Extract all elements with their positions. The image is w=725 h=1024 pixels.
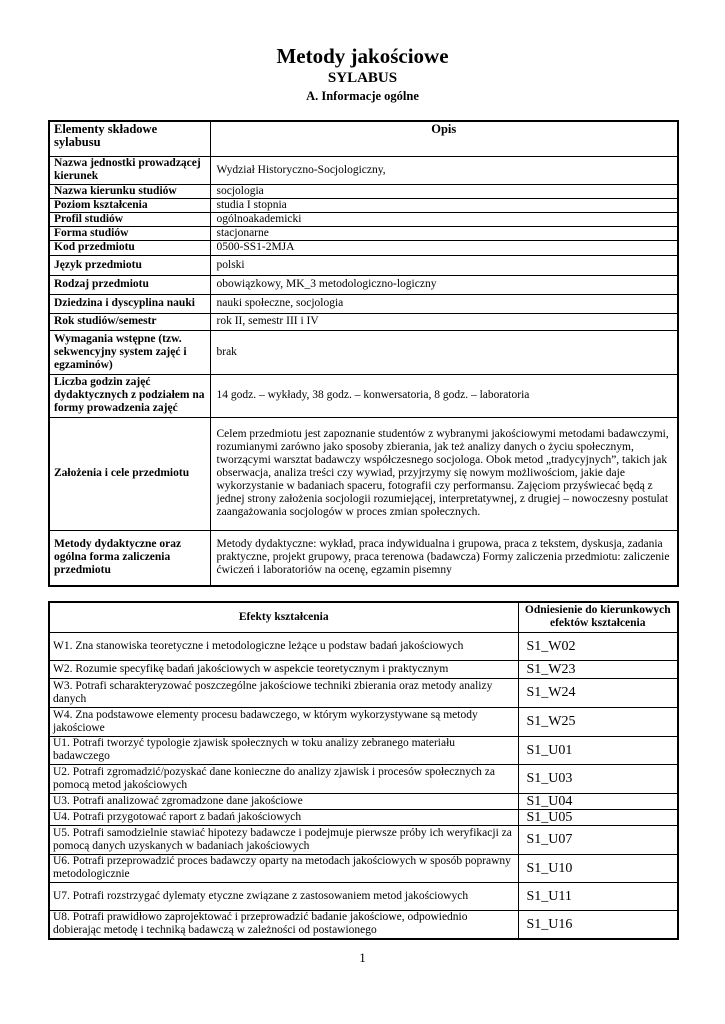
table-row — [49, 707, 678, 736]
effect-description: U7. Potrafi rozstrzygać dylematy etyczne związane z zastosowaniem metod jakościowych — [49, 882, 518, 910]
table-row — [49, 809, 678, 825]
row-value: Metody dydaktyczne: wykład, praca indywidualna i grupowa, praca z tekstem, dyskusja, zadania praktyczne, projekt grupowy, praca terenowa (badawcza) Formy zaliczenia przedmiotu: zaliczenie ćwiczeń i laboratoriów na ocenę, egzamin pisemny — [210, 530, 678, 586]
table-row — [49, 910, 678, 939]
row-value: nauki społeczne, socjologia — [210, 294, 678, 313]
table-row — [49, 660, 678, 678]
effect-description: U6. Potrafi przeprowadzić proces badawczy oparty na metodach jakościowych w sposób poprawny metodologicznie — [49, 854, 518, 882]
section-heading: A. Informacje ogólne — [306, 89, 419, 103]
effect-code: S1_U16 — [518, 910, 678, 939]
row-label: Kod przedmiotu — [49, 240, 210, 255]
row-value: Wydział Historyczno-Socjologiczny, — [210, 156, 678, 184]
effect-description: U4. Potrafi przygotować raport z badań jakościowych — [49, 809, 518, 825]
row-label: Rodzaj przedmiotu — [49, 275, 210, 294]
effect-description: U1. Potrafi tworzyć typologie zjawisk społecznych w toku analizy zebranego materiału badawczego — [49, 736, 518, 764]
row-value: rok II, semestr III i IV — [210, 313, 678, 330]
table-row — [49, 736, 678, 764]
table-row — [49, 198, 678, 212]
row-value: stacjonarne — [210, 226, 678, 240]
effect-code: S1_W02 — [518, 632, 678, 660]
general-info-table — [48, 120, 679, 587]
row-value: studia I stopnia — [210, 198, 678, 212]
table-row — [49, 530, 678, 586]
row-value: polski — [210, 255, 678, 275]
effect-description: U5. Potrafi samodzielnie stawiać hipotezy badawcze i podejmuje pierwsze próby ich weryfikacji za pomocą danych uzyskanych w badaniach jakościowych — [49, 825, 518, 854]
row-label: Metody dydaktyczne oraz ogólna forma zaliczenia przedmiotu — [49, 530, 210, 586]
effect-code: S1_W25 — [518, 707, 678, 736]
effect-description: U8. Potrafi prawidłowo zaprojektować i przeprowadzić badanie jakościowe, odpowiednio dobierając metodę i techniką badawczą w zależności od postawionego — [49, 910, 518, 939]
row-value: brak — [210, 330, 678, 374]
table-header-row — [49, 121, 678, 156]
effect-description: W3. Potrafi scharakteryzować poszczególne jakościowe techniki zbierania oraz metody analizy danych — [49, 678, 518, 707]
row-value: obowiązkowy, MK_3 metodologiczno-logiczny — [210, 275, 678, 294]
table-row — [49, 764, 678, 793]
table-row — [49, 255, 678, 275]
table-row — [49, 156, 678, 184]
effect-description: W1. Zna stanowiska teoretyczne i metodologiczne leżące u podstaw badań jakościowych — [49, 632, 518, 660]
row-label: Język przedmiotu — [49, 255, 210, 275]
row-label: Nazwa kierunku studiów — [49, 184, 210, 198]
header-reference: Odniesienie do kierunkowych efektów kształcenia — [518, 602, 678, 632]
table-row — [49, 882, 678, 910]
effect-code: S1_W23 — [518, 660, 678, 678]
header-description: Opis — [210, 121, 678, 156]
effect-code: S1_U10 — [518, 854, 678, 882]
effect-code: S1_U05 — [518, 809, 678, 825]
effect-description: U3. Potrafi analizować zgromadzone dane jakościowe — [49, 793, 518, 809]
table-row — [49, 678, 678, 707]
effect-code: S1_U04 — [518, 793, 678, 809]
learning-outcomes-table — [48, 601, 679, 940]
table-row — [49, 825, 678, 854]
table-row — [49, 184, 678, 198]
row-label: Profil studiów — [49, 212, 210, 226]
effect-code: S1_U07 — [518, 825, 678, 854]
row-label: Wymagania wstępne (tzw. sekwencyjny system zajęć i egzaminów) — [49, 330, 210, 374]
table-row — [49, 632, 678, 660]
row-label: Forma studiów — [49, 226, 210, 240]
effect-code: S1_U11 — [518, 882, 678, 910]
document-title: Metody jakościowe — [276, 44, 449, 68]
row-value: ogólnoakademicki — [210, 212, 678, 226]
effect-code: S1_U01 — [518, 736, 678, 764]
effect-description: W2. Rozumie specyfikę badań jakościowych w aspekcie teoretycznym i praktycznym — [49, 660, 518, 678]
table-row — [49, 330, 678, 374]
row-label: Założenia i cele przedmiotu — [49, 417, 210, 530]
row-value: 0500-SS1-2MJA — [210, 240, 678, 255]
row-label: Nazwa jednostki prowadzącej kierunek — [49, 156, 210, 184]
header-effects: Efekty kształcenia — [49, 602, 518, 632]
effect-code: S1_U03 — [518, 764, 678, 793]
document-subtitle: SYLABUS — [327, 70, 398, 86]
row-value: Celem przedmiotu jest zapoznanie studentów z wybranymi jakościowymi metodami badawczymi, rozumianymi zarówno jako sposoby zbierania, jak też analizy danych o życiu społecznym, tworzącymi warsztat badawczy współczesnego socjologa. Obok metod „tradycyjnych”, takich jak obserwacja, analiza treści czy wywiad, przyjrzymy się nowym możliwościom, jakie daje wykorzystanie w badaniach spaceru, fotografii czy performansu. Zajęciom przyświecać będą z jednej strony założenia socjologii rozumiejącej, interpretatywnej, z drugiej – nowoczesny postulat zaangażowania socjologów w proces zmian społecznych. — [210, 417, 678, 530]
table-row — [49, 294, 678, 313]
effect-description: W4. Zna podstawowe elementy procesu badawczego, w którym wykorzystywane są metody jakościowe — [49, 707, 518, 736]
table-row — [49, 793, 678, 809]
table-header-row — [49, 602, 678, 632]
page-number: 1 — [359, 950, 366, 965]
row-label: Liczba godzin zajęć dydaktycznych z podziałem na formy prowadzenia zajęć — [49, 374, 210, 417]
table-row — [49, 854, 678, 882]
effect-code: S1_W24 — [518, 678, 678, 707]
row-value: 14 godz. – wykłady, 38 godz. – konwersatoria, 8 godz. – laboratoria — [210, 374, 678, 417]
row-label: Poziom kształcenia — [49, 198, 210, 212]
table-row — [49, 226, 678, 240]
row-value: socjologia — [210, 184, 678, 198]
table-row — [49, 240, 678, 255]
table-row — [49, 212, 678, 226]
table-row — [49, 275, 678, 294]
table-row — [49, 417, 678, 530]
effect-description: U2. Potrafi zgromadzić/pozyskać dane konieczne do analizy zjawisk i procesów społecznych za pomocą metod jakościowych — [49, 764, 518, 793]
header-elements: Elementy składowe sylabusu — [49, 121, 210, 156]
row-label: Rok studiów/semestr — [49, 313, 210, 330]
table-row — [49, 374, 678, 417]
row-label: Dziedzina i dyscyplina nauki — [49, 294, 210, 313]
table-row — [49, 313, 678, 330]
